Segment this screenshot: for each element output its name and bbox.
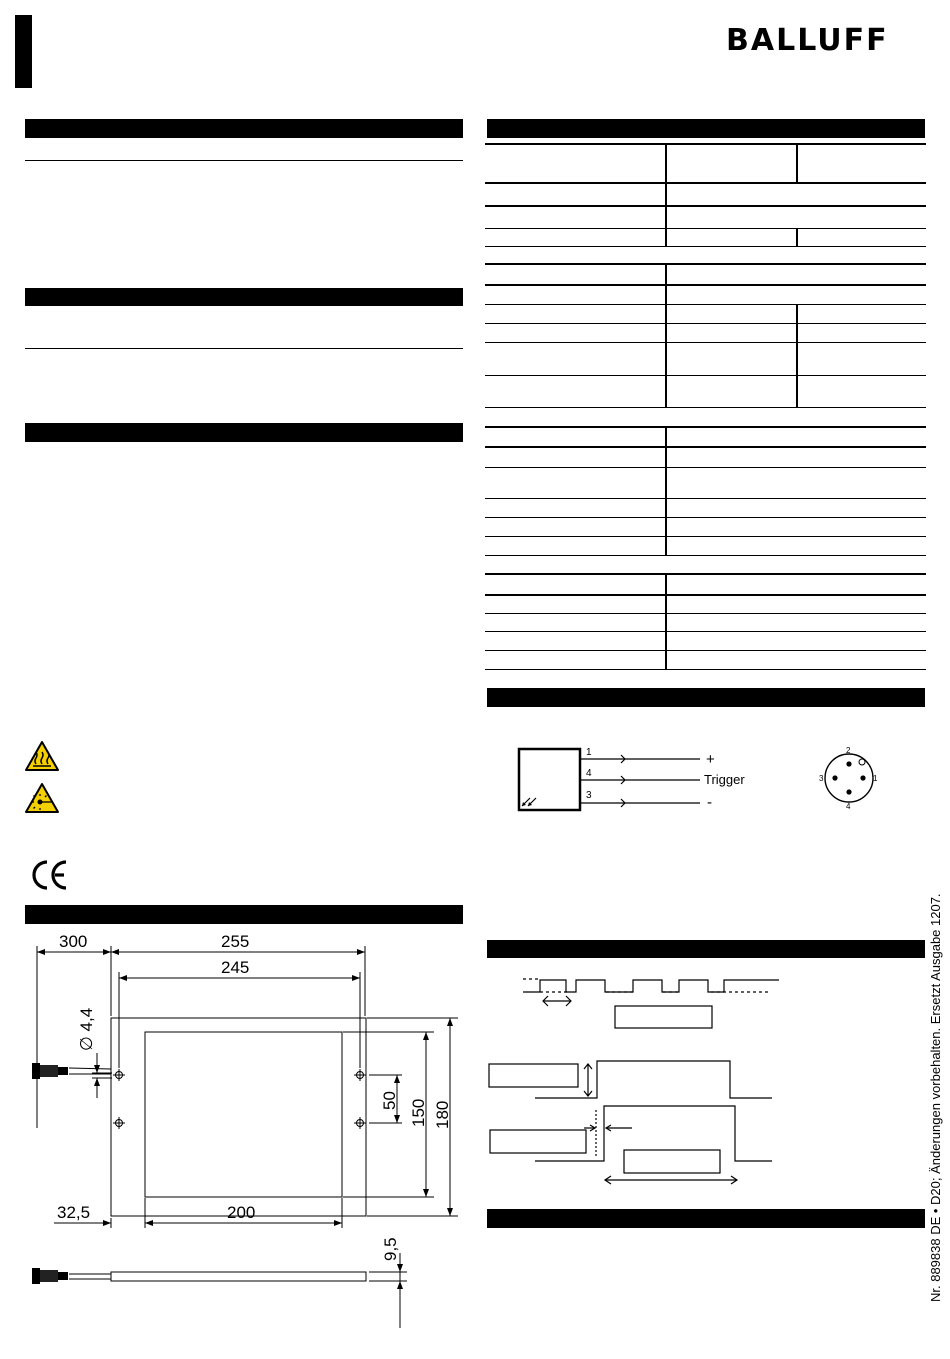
m12-connector-icon <box>32 1063 68 1079</box>
table-rule <box>485 246 926 247</box>
hot-surface-warning-icon <box>24 740 60 772</box>
table-rule <box>485 323 926 324</box>
table-rule <box>485 143 926 145</box>
wire-label-minus: - <box>707 794 712 811</box>
pin-label-1: 1 <box>873 774 878 783</box>
table-rule <box>485 304 926 305</box>
divider <box>25 348 463 349</box>
table-column-rule <box>665 573 667 669</box>
dim-hole-diameter: ∅ 4,4 <box>77 1007 96 1051</box>
dim-plate-width: 255 <box>221 932 250 951</box>
m12-connector-icon <box>32 1268 68 1284</box>
wire-label-trigger: Trigger <box>704 772 745 787</box>
table-rule <box>485 594 926 596</box>
table-rule <box>485 517 926 518</box>
section-bar-technical-data <box>487 119 925 138</box>
document-footer-note: Nr. 889838 DE • D20; Änderungen vorbehalten. Ersetzt Ausgabe 1207. <box>928 893 943 1302</box>
section-bar-3 <box>25 423 463 442</box>
table-rule <box>485 284 926 286</box>
table-column-rule <box>796 143 798 182</box>
table-rule <box>485 342 926 343</box>
table-rule <box>485 205 926 207</box>
section-bar-2 <box>25 288 463 306</box>
divider <box>25 160 463 161</box>
table-rule <box>485 182 926 184</box>
table-rule <box>485 263 926 265</box>
section-bar-timing <box>487 940 925 958</box>
table-rule <box>485 426 926 428</box>
wire-pin-1: 1 <box>586 747 592 758</box>
table-rule <box>485 613 926 614</box>
table-rule <box>485 407 926 408</box>
table-column-rule <box>665 263 667 407</box>
dim-left-offset: 32,5 <box>57 1203 91 1222</box>
table-column-rule <box>665 143 667 246</box>
brand-logo: BALLUFF <box>726 23 889 58</box>
section-bar-1 <box>25 119 463 138</box>
dimension-drawing <box>24 928 464 1338</box>
table-column-rule <box>796 304 798 407</box>
wire-label-plus: + <box>706 751 715 768</box>
dim-plate-height: 180 <box>433 1100 452 1129</box>
table-column-rule <box>665 426 667 555</box>
pin-label-3: 3 <box>819 774 824 783</box>
section-bar-connection <box>487 688 925 707</box>
table-rule <box>485 467 926 468</box>
table-rule <box>485 228 926 229</box>
table-rule <box>485 555 926 556</box>
pin-label-4: 4 <box>846 802 851 810</box>
table-rule <box>485 650 926 651</box>
table-rule <box>485 573 926 575</box>
timing-diagram <box>485 968 785 1200</box>
table-rule <box>485 536 926 537</box>
table-rule <box>485 669 926 670</box>
wiring-diagram <box>510 740 770 820</box>
laser-warning-icon <box>24 782 60 814</box>
wire-pin-4: 4 <box>586 768 592 779</box>
ce-mark-icon <box>30 858 70 892</box>
dim-active-width: 200 <box>227 1203 256 1222</box>
dim-hole-spacing: 245 <box>221 958 250 977</box>
table-column-rule <box>796 228 798 246</box>
pin-label-2: 2 <box>846 746 851 755</box>
wire-pin-3: 3 <box>586 790 592 801</box>
section-bar-notes <box>487 1209 925 1228</box>
table-rule <box>485 498 926 499</box>
dim-thickness: 9,5 <box>381 1237 400 1261</box>
section-bar-dimensions <box>25 905 463 924</box>
table-rule <box>485 375 926 376</box>
dim-hole-vertical: 50 <box>380 1091 399 1110</box>
dim-active-height: 150 <box>409 1098 428 1127</box>
dim-cable-length: 300 <box>59 932 88 951</box>
table-rule <box>485 631 926 632</box>
header-marker-bar <box>15 15 32 88</box>
connector-pinout-diagram <box>815 744 885 810</box>
table-rule <box>485 446 926 448</box>
